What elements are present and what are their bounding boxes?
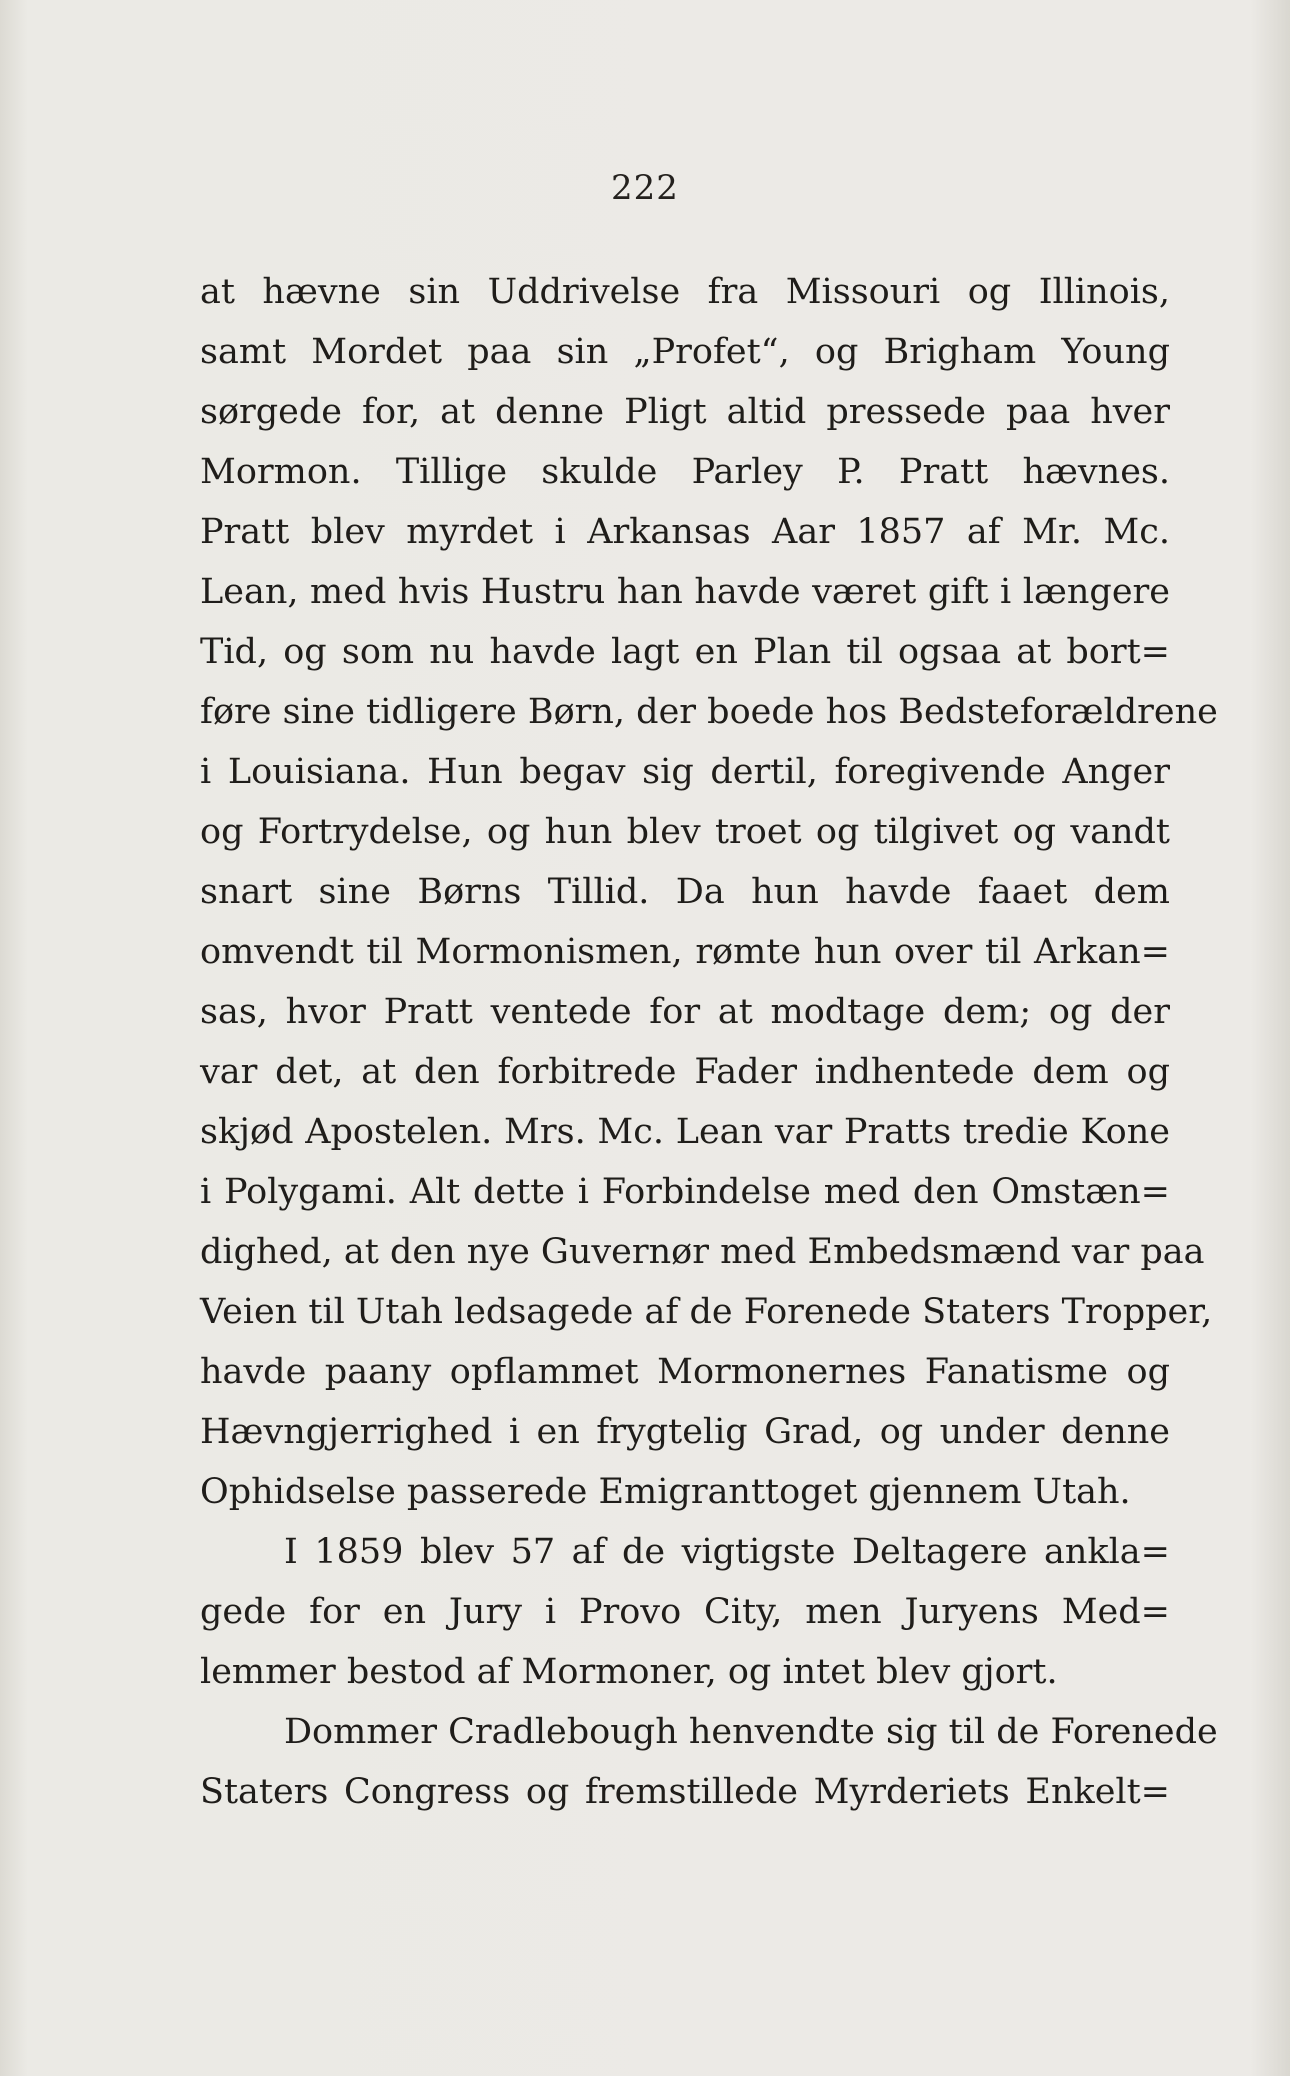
text-line: sørgede for, at denne Pligt altid pressede paa hver (200, 392, 1170, 432)
text-line: samt Mordet paa sin „Profet“, og Brigham Young (200, 332, 1170, 372)
text-line: Tid, og som nu havde lagt en Plan til ogsaa at bort= (200, 632, 1170, 672)
text-line: føre sine tidligere Børn, der boede hos Bedsteforældrene (200, 692, 1218, 732)
text-line: og Fortrydelse, og hun blev troet og tilgivet og vandt (200, 812, 1170, 852)
text-line: havde paany opflammet Mormonernes Fanatisme og (200, 1352, 1170, 1392)
text-line: Dommer Cradlebough henvendte sig til de Forenede (284, 1712, 1218, 1752)
page-number: 222 (611, 168, 679, 208)
text-line: at hævne sin Uddrivelse fra Missouri og Illinois, (200, 272, 1170, 312)
text-line: gede for en Jury i Provo City, men Juryens Med= (200, 1592, 1170, 1632)
text-line: Hævngjerrighed i en frygtelig Grad, og under denne (200, 1412, 1170, 1452)
text-line: Mormon. Tillige skulde Parley P. Pratt hævnes. (200, 452, 1170, 492)
text-line: sas, hvor Pratt ventede for at modtage dem; og der (200, 992, 1170, 1032)
text-line: var det, at den forbitrede Fader indhentede dem og (200, 1052, 1170, 1092)
text-line: Pratt blev myrdet i Arkansas Aar 1857 af Mr. Mc. (200, 512, 1170, 552)
text-line: skjød Apostelen. Mrs. Mc. Lean var Pratts tredie Kone (200, 1112, 1170, 1152)
text-line: Ophidselse passerede Emigranttoget gjennem Utah. (200, 1472, 1131, 1512)
text-line: snart sine Børns Tillid. Da hun havde faaet dem (200, 872, 1170, 912)
body-text (200, 262, 1218, 1822)
text-line: lemmer bestod af Mormoner, og intet blev gjort. (200, 1652, 1058, 1692)
text-line: Lean, med hvis Hustru han havde været gift i længere (200, 572, 1170, 612)
text-line: i Louisiana. Hun begav sig dertil, foregivende Anger (200, 752, 1170, 792)
text-line: dighed, at den nye Guvernør med Embedsmænd var paa (200, 1232, 1205, 1272)
text-line: Staters Congress og fremstillede Myrderiets Enkelt= (200, 1772, 1170, 1812)
text-line: omvendt til Mormonismen, rømte hun over til Arkan= (200, 932, 1170, 972)
text-line: i Polygami. Alt dette i Forbindelse med den Omstæn= (200, 1172, 1170, 1212)
text-line: Veien til Utah ledsagede af de Forenede Staters Tropper, (200, 1292, 1213, 1332)
text-line: I 1859 blev 57 af de vigtigste Deltagere ankla= (284, 1532, 1170, 1572)
